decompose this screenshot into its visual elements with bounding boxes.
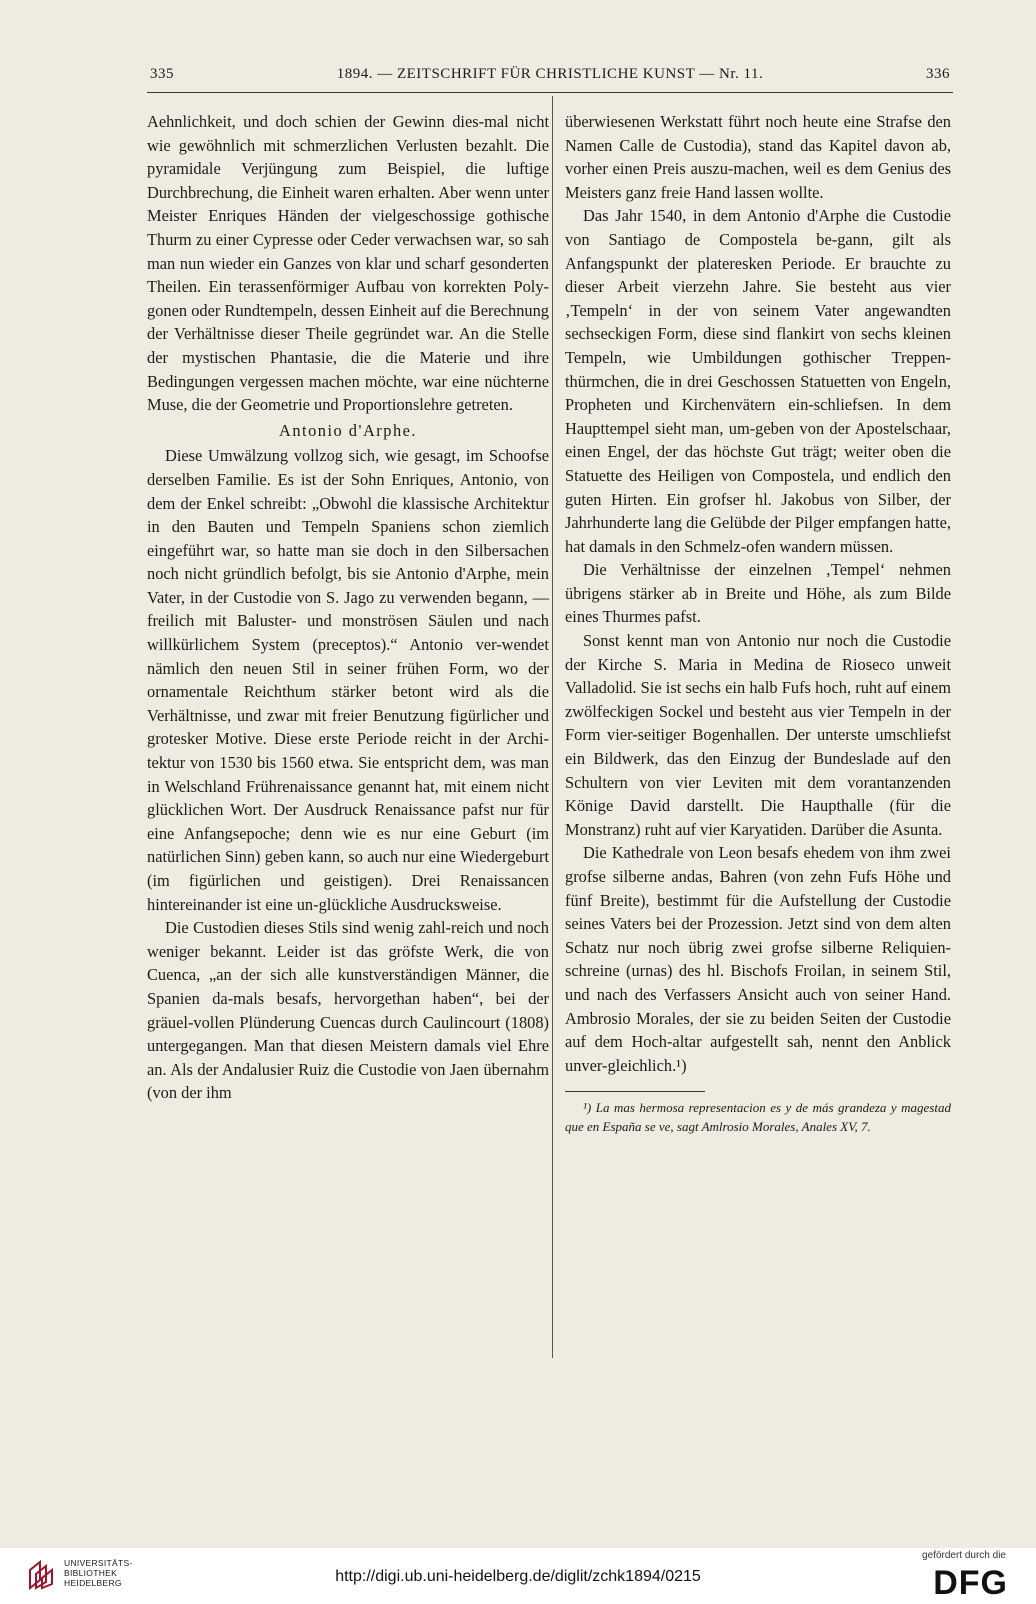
header-rule bbox=[147, 92, 953, 93]
left-paragraph-1: Aehnlichkeit, und doch schien der Gewinn dies-mal nicht wie gewöhnlich mit schmerzlichen Verlusten bezahlt. Die pyramidale Verjüngung zum Beispiel, die luftige Durchbrechung, die Einheit waren erhalten. Aber wenn unter Meister Enriques Händen der vielgeschossige gothische Thurm zu einer Cypresse oder Ceder verwachsen war, so sah man nun wieder ein Ganzes von klar und scharf gesonderten Theilen. Ein terassenförmiger Aufbau von korrekten Poly-gonen oder Rundtempeln, dessen Einheit auf die Berechnung der Verhältnisse dieser Theile gegründet war. An die Stelle der mystischen Phantasie, die die Materie und ihre Bedingungen vergessen machen möchte, war eine nüchterne Muse, die der Geometrie und Proportionslehre getreten. bbox=[147, 112, 549, 415]
dfg-logo: DFG bbox=[933, 1564, 1008, 1602]
library-name: UNIVERSITÄTS- BIBLIOTHEK HEIDELBERG bbox=[64, 1558, 133, 1588]
digitization-footer bbox=[0, 1548, 1036, 1604]
funding-label: gefördert durch die bbox=[922, 1550, 1006, 1561]
right-paragraph-1: überwiesenen Werkstatt führt noch heute eine Strafse den Namen Calle de Custodia), stand das Kapitel davon ab, vorher einen Preis auszu-machen, weil es dem Genius des Meisters ganz freie Hand lassen wollte. bbox=[565, 112, 951, 202]
running-header bbox=[150, 66, 950, 88]
journal-title: 1894. — ZEITSCHRIFT FÜR CHRISTLICHE KUNST — Nr. 11. bbox=[336, 66, 764, 82]
right-column bbox=[565, 110, 951, 1136]
left-paragraph-2: Diese Umwälzung vollzog sich, wie gesagt, im Schoofse derselben Familie. Es ist der Sohn Enriques, Antonio, von dem der Enkel schreibt: „Obwohl die klassische Architektur in den Bauten und Tempeln Spaniens schon ziemlich eingeführt war, so hatte man sie doch in den Silbersachen noch nicht gründlich befolgt, bis sie Antonio d'Arphe, mein Vater, in der Custodie von S. Jago zu verwenden begann, — freilich mit Baluster- und monströsen Säulen und nach willkürlichem System (preceptos).“ Antonio ver-wendet nämlich den neuen Stil in seiner frühen Form, wo der ornamentale Reichthum stärker betont wird als die Verhältnisse, und zwar mit freier Benutzung figürlicher und grotesker Motive. Diese erste Periode reicht in der Archi-tektur von 1530 bis 1560 etwa. Sie entspricht dem, was man in Welschland Frührenaissance genannt hat, mit einem nicht glücklichen Wort. Der Ausdruck Renaissance pafst nur für eine Anfangsepoche; denn wie es nur eine Geburt (im natürlichen Sinn) geben kann, so auch nur eine Wiedergeburt (im figürlichen und geistigen). Drei Renaissancen hintereinander ist eine un-glückliche Ausdrucksweise. bbox=[147, 446, 549, 914]
footnote: ¹) La mas hermosa representacion es y de más grandeza y magestad que en España se ve, sagt Amlrosio Morales, Anales XV, 7. bbox=[565, 1100, 951, 1135]
column-divider bbox=[552, 96, 553, 1358]
right-paragraph-3: Die Verhältnisse der einzelnen ‚Tempel‘ nehmen übrigens stärker ab in Breite und Höhe, als zum Bilde eines Thurmes pafst. bbox=[565, 560, 951, 627]
left-column bbox=[147, 110, 549, 1105]
left-paragraph-3: Die Custodien dieses Stils sind wenig zahl-reich und noch weniger bekannt. Leider ist das gröfste Werk, die von Cuenca, „an der sich alle kunstverständigen Männer, die Spanien da-mals besafs, hervorgethan haben“, bei der gräuel-vollen Plünderung Cuencas durch Caulincourt (1808) untergegangen. Man that diesen Meistern damals viel Ehre an. Als der Andalusier Ruiz die Custodie von Jaen übernahm (von der ihm bbox=[147, 918, 549, 1103]
page-number-right: 336 bbox=[926, 66, 950, 82]
footnote-rule bbox=[565, 1091, 705, 1092]
right-paragraph-2: Das Jahr 1540, in dem Antonio d'Arphe die Custodie von Santiago de Compostela be-gann, gilt als Anfangspunkt der plateresken Periode. Er brauchte zu dieser Arbeit vierzehn Jahre. Sie besteht aus vier ‚Tempeln‘ in der von seinem Vater angewandten sechseckigen Form, diese sind flankirt von sechs kleinen Tempeln, wie Umbildungen gothischer Treppen-thürmchen, die in drei Geschossen Statuetten von Engeln, Propheten und Kirchenvätern ein-schliefsen. In dem Haupttempel sieht man, um-geben von der Apostelschaar, einen Engel, der das höchste Gut trägt; weiter oben die Statuette des Heiligen von Compostela, und endlich den guten Hirten. Ein grofser hl. Jakobus von Silber, der Jahrhunderte lang die Gelübde der Pilger empfangen hatte, hat damals in den Schmelz-ofen wandern müssen. bbox=[565, 206, 951, 556]
right-paragraph-5: Die Kathedrale von Leon besafs ehedem von ihm zwei grofse silberne andas, Bahren (von zehn Fufs Höhe und fünf Breite), bestimmt für die Aufstellung der Custodie seines Vaters bei der Prozession. Jetzt sind von dem alten Schatz nur noch übrig zwei grofse silberne Reliquien-schreine (urnas) des hl. Bischofs Froilan, in seinem Stil, und nach des Verfassers Ansicht auch von seiner Hand. Ambrosio Morales, der sie zu beiden Seiten der Custodie auf dem Hoch-altar aufgestellt sah, nennt den Anblick unver-gleichlich.¹) bbox=[565, 843, 951, 1075]
right-paragraph-4: Sonst kennt man von Antonio nur noch die Custodie der Kirche S. Maria in Medina de Rioseco unweit Valladolid. Sie ist sechs ein halb Fufs hoch, ruht auf einem zwölfeckigen Sockel und besteht aus vier Tempeln in der Form vier-seitiger Bogenhallen. Der unterste umschliefst ein Bildwerk, das den Einzug der Bundeslade auf den Schultern von vier Leviten mit dem vorantanzenden Könige David darstellt. Die Haupthalle (für die Monstranz) ruht auf vier Karyatiden. Darüber die Asunta. bbox=[565, 631, 951, 839]
page-number-left: 335 bbox=[150, 66, 174, 82]
section-heading: Antonio d'Arphe. bbox=[278, 420, 418, 440]
source-url-link[interactable]: http://digi.ub.uni-heidelberg.de/diglit/zchk1894/0215 bbox=[335, 1568, 701, 1585]
